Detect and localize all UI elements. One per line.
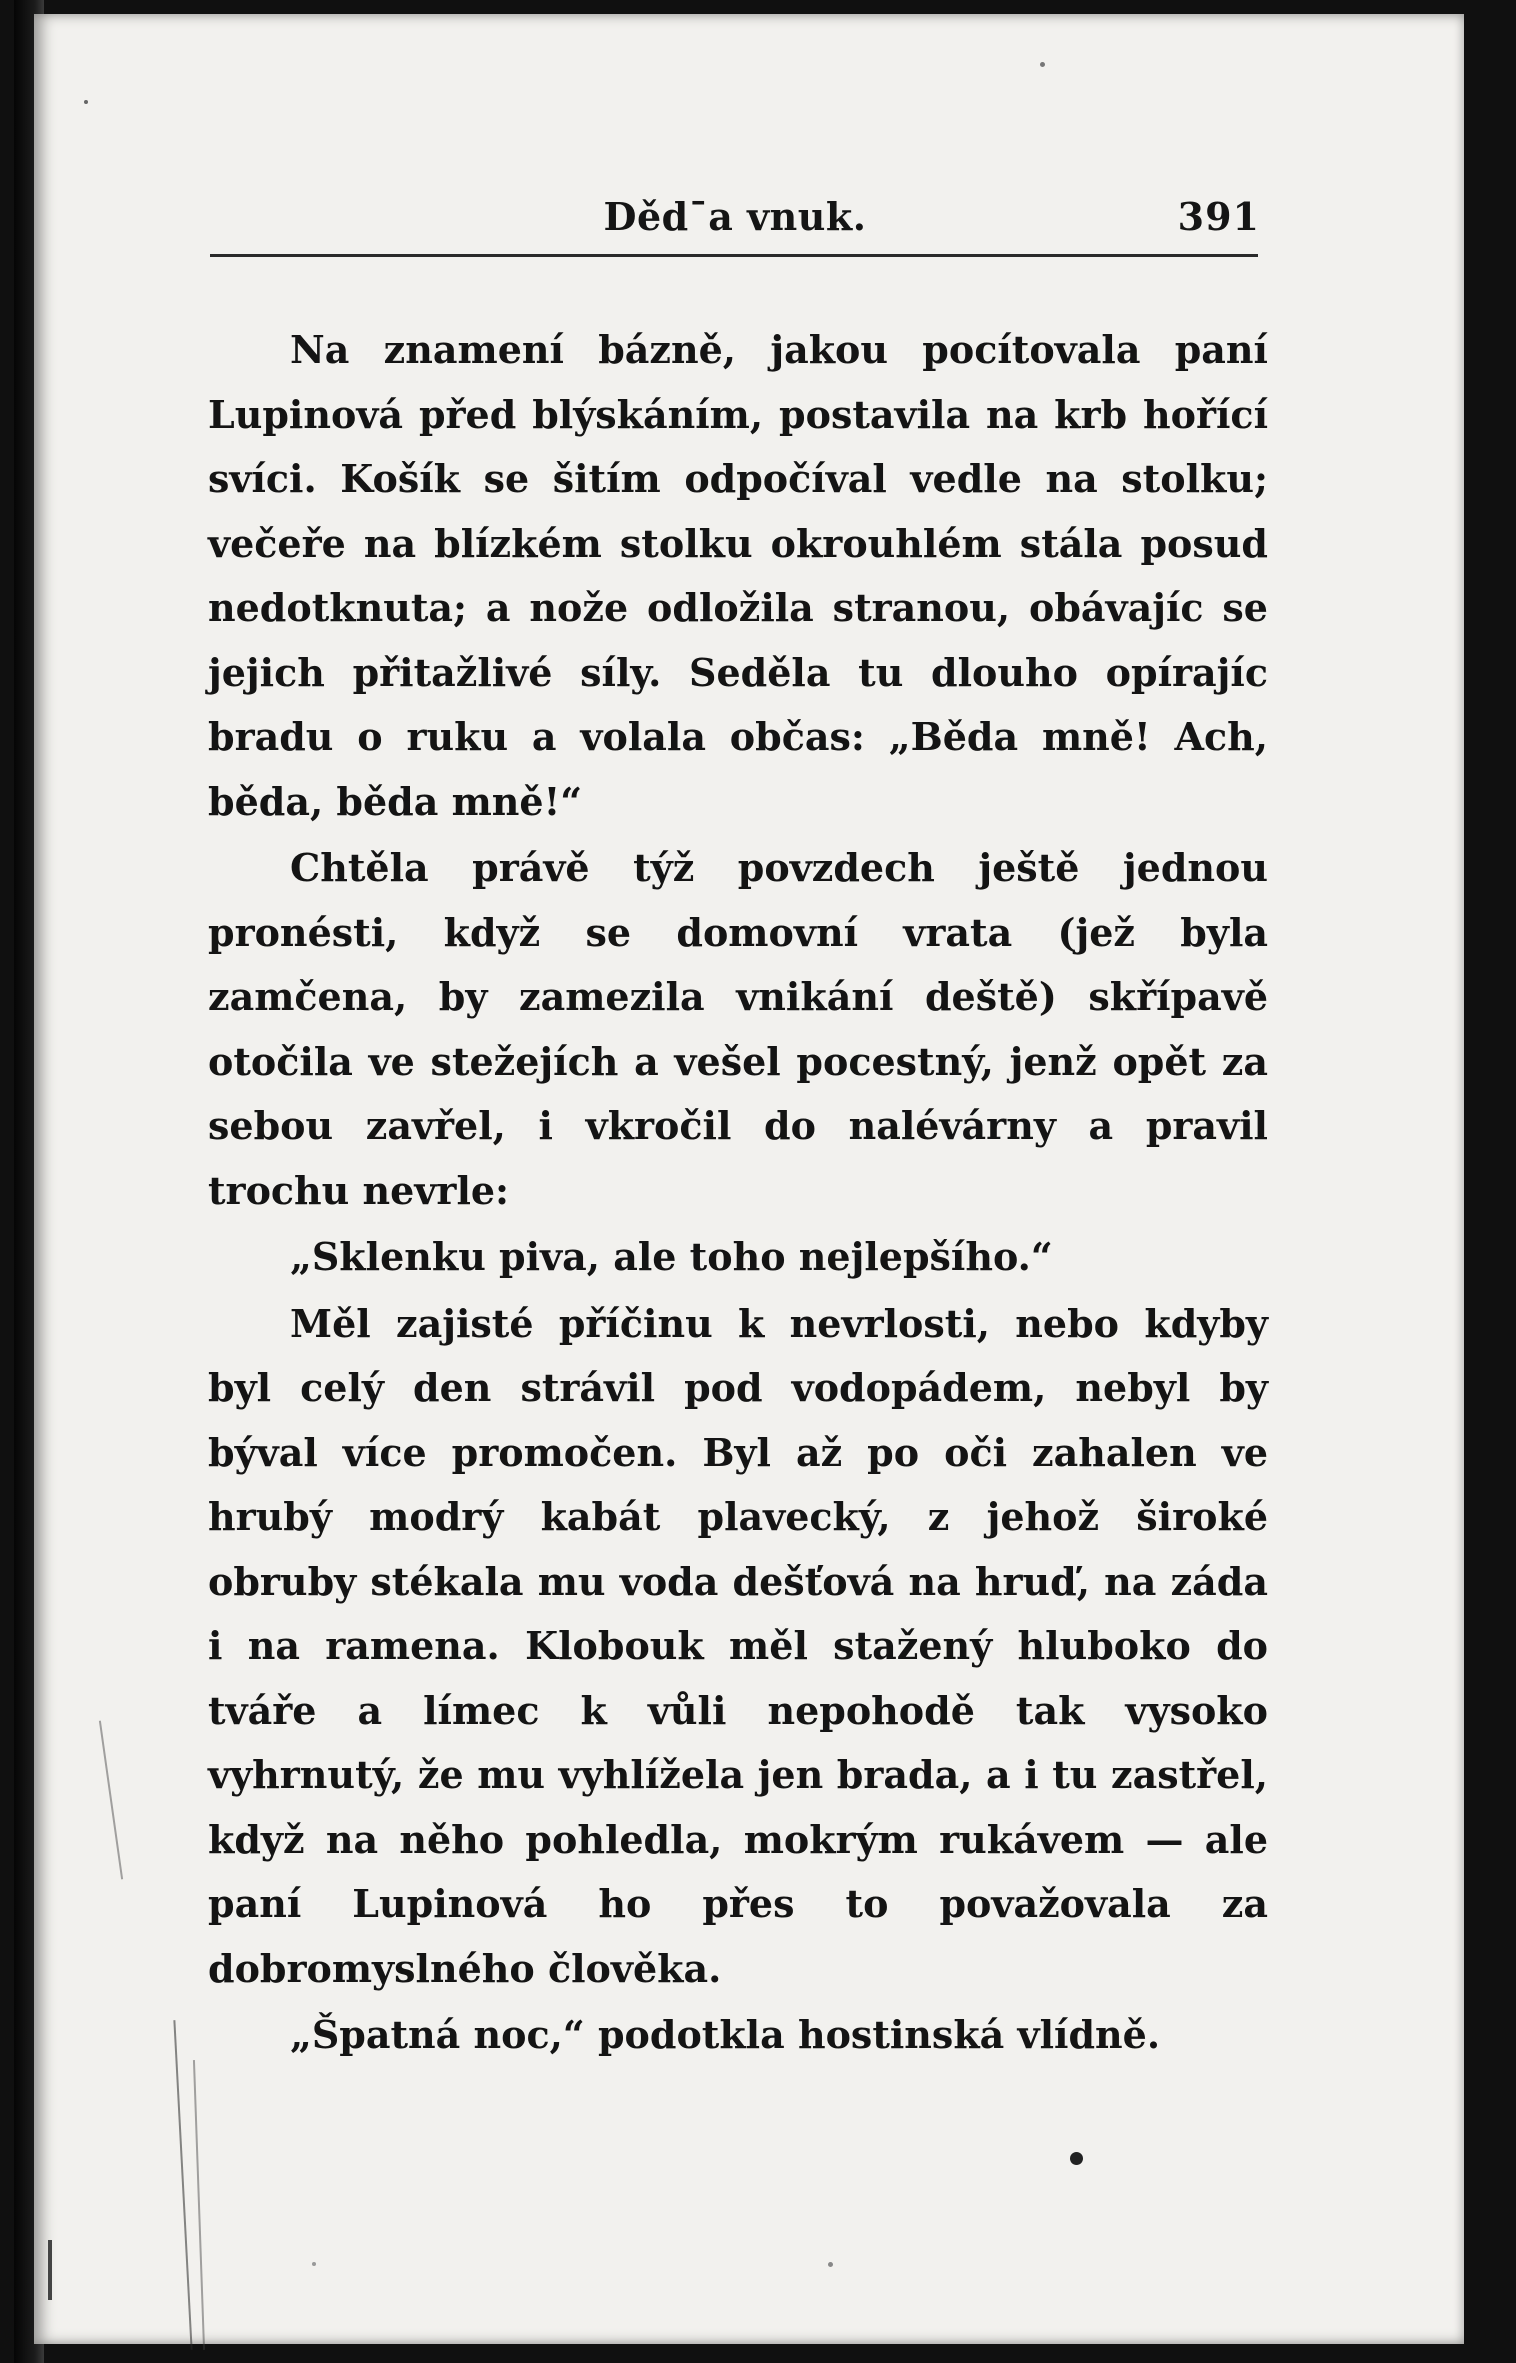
- paragraph-5: „Špatná noc,“ podotkla hostinská vlídně.: [290, 2012, 1161, 2057]
- paragraph-3: „Sklenku piva, ale toho nejlepšího.“: [290, 1234, 1053, 1279]
- page-number: 391: [1177, 194, 1260, 239]
- paragraph-1: Na znamení bázně, jakou pocítovala paní Lupinová před blýskáním, postavila na krb hořící svíci. Košík se šitím odpočíval vedle na stolku; večeře na blízkém stolku okrouhlém stála posud nedotknuta; a nože odložila stranou, obávajíc se jejich přitažlivé síly. Seděla tu dlouho opírajíc bradu o ruku a volala občas: „Běda mně! Ach, běda, běda mně!“: [208, 327, 1268, 824]
- running-head: [210, 186, 1260, 246]
- ink-speck: [1070, 2152, 1083, 2165]
- ink-speck: [828, 2262, 833, 2267]
- paragraph-4: Měl zajisté příčinu k nevrlosti, nebo kdyby byl celý den strávil pod vodopádem, nebyl by býval více promočen. Byl až po oči zahalen ve hrubý modrý kabát plavecký, z jehož široké obruby stékala mu voda dešťová na hruď, na záda i na ramena. Klobouk měl stažený hluboko do tváře a límec k vůli nepohodě tak vysoko vyhrnutý, že mu vyhlížela jen brada, a i tu zastřel, když na něho pohledla, mokrým rukávem — ale paní Lupinová ho přes to považovala za dobromyslného člověka.: [208, 1300, 1268, 1991]
- ink-speck: [84, 100, 88, 104]
- header-rule: [210, 254, 1258, 257]
- edge-mark: [48, 2240, 52, 2300]
- ink-speck: [312, 2262, 316, 2266]
- running-title: Děd¯a vnuk.: [603, 194, 867, 239]
- body-text: [208, 318, 1268, 2068]
- paragraph-2: Chtěla právě týž povzdech ještě jednou pronésti, když se domovní vrata (jež byla zamčena, by zamezila vnikání deště) skřípavě otočila ve stežejích a vešel pocestný, jenž opět za sebou zavřel, i vkročil do nalévárny a pravil trochu nevrle:: [208, 845, 1268, 1213]
- ink-speck: [1040, 62, 1045, 67]
